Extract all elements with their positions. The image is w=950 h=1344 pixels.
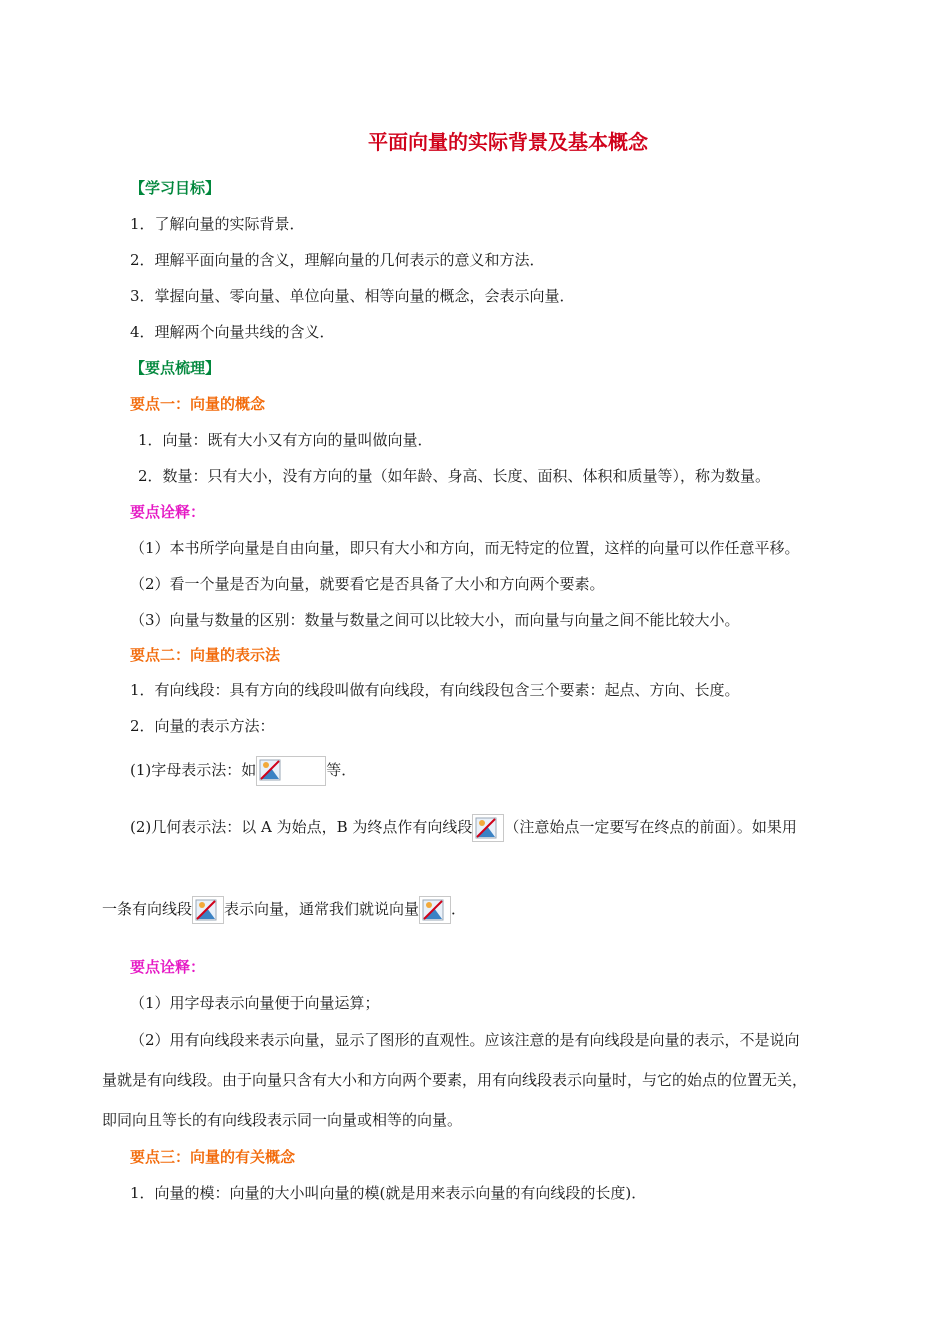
broken-image-icon xyxy=(256,756,326,786)
goals-heading: 【学习目标】 xyxy=(130,179,221,197)
broken-image-icon xyxy=(419,896,451,924)
geometric-notation-line xyxy=(130,814,797,842)
point3-heading: 要点三：向量的有关概念 xyxy=(130,1148,296,1166)
segment-vector-line xyxy=(102,896,466,924)
goal-item-3: 3．掌握向量、零向量、单位向量、相等向量的概念，会表示向量． xyxy=(130,287,575,305)
point1-note-2: （2）看一个量是否为向量，就要看它是否具备了大小和方向两个要素。 xyxy=(130,575,605,593)
letter-notation-text: (1)字母表示法：如 xyxy=(130,761,257,779)
point1-note-1: （1）本书所学向量是自由向量，即只有大小和方向，而无特定的位置，这样的向量可以作任意平移。 xyxy=(130,539,800,557)
points-heading: 【要点梳理】 xyxy=(130,359,221,377)
geometric-notation-note: （注意始点一定要写在终点的前面）。如果用 xyxy=(504,818,797,836)
letter-notation-suffix: 等． xyxy=(326,761,357,779)
segment-vector-text: 一条有向线段 xyxy=(102,900,193,918)
point2-note-2: （2）用有向线段来表示向量，显示了图形的直观性。应该注意的是有向线段是向量的表示，不是说向 xyxy=(130,1031,800,1049)
broken-image-icon xyxy=(472,814,504,842)
point2-item-1: 1．有向线段：具有方向的线段叫做有向线段，有向线段包含三个要素：起点、方向、长度。 xyxy=(130,681,740,699)
segment-vector-end: ． xyxy=(451,900,467,918)
point2-note-2-end: 即同向且等长的有向线段表示同一向量或相等的向量。 xyxy=(102,1111,463,1129)
point1-item-2: 2．数量：只有大小，没有方向的量（如年龄、身高、长度、面积、体积和质量等），称为数量。 xyxy=(138,467,771,485)
point2-heading: 要点二：向量的表示法 xyxy=(130,646,281,664)
point2-item-2: 2．向量的表示方法： xyxy=(130,717,275,735)
point2-note-2-cont: 量就是有向线段。由于向量只含有大小和方向两个要素，用有向线段表示向量时，与它的始点的位置无关， xyxy=(102,1071,808,1089)
point2-note-heading: 要点诠释： xyxy=(130,958,206,976)
goal-item-2: 2．理解平面向量的含义，理解向量的几何表示的意义和方法． xyxy=(130,251,545,269)
point1-note-heading: 要点诠释： xyxy=(130,503,206,521)
point1-heading: 要点一：向量的概念 xyxy=(130,395,266,413)
geometric-notation-text: (2)几何表示法：以 A 为始点，B 为终点作有向线段 xyxy=(130,818,473,836)
point3-item-1: 1．向量的模：向量的大小叫向量的模(就是用来表示向量的有向线段的长度)． xyxy=(130,1184,647,1202)
point1-item-1: 1．向量：既有大小又有方向的量叫做向量． xyxy=(138,431,433,449)
letter-notation-line xyxy=(130,756,356,786)
broken-image-icon xyxy=(192,896,224,924)
goal-item-4: 4．理解两个向量共线的含义． xyxy=(130,323,335,341)
segment-vector-middle: 表示向量，通常我们就说向量 xyxy=(224,900,420,918)
point2-note-1: （1）用字母表示向量便于向量运算； xyxy=(130,994,380,1012)
page-title: 平面向量的实际背景及基本概念 xyxy=(368,130,648,154)
point1-note-3: （3）向量与数量的区别：数量与数量之间可以比较大小，而向量与向量之间不能比较大小。 xyxy=(130,611,740,629)
goal-item-1: 1．了解向量的实际背景． xyxy=(130,215,305,233)
